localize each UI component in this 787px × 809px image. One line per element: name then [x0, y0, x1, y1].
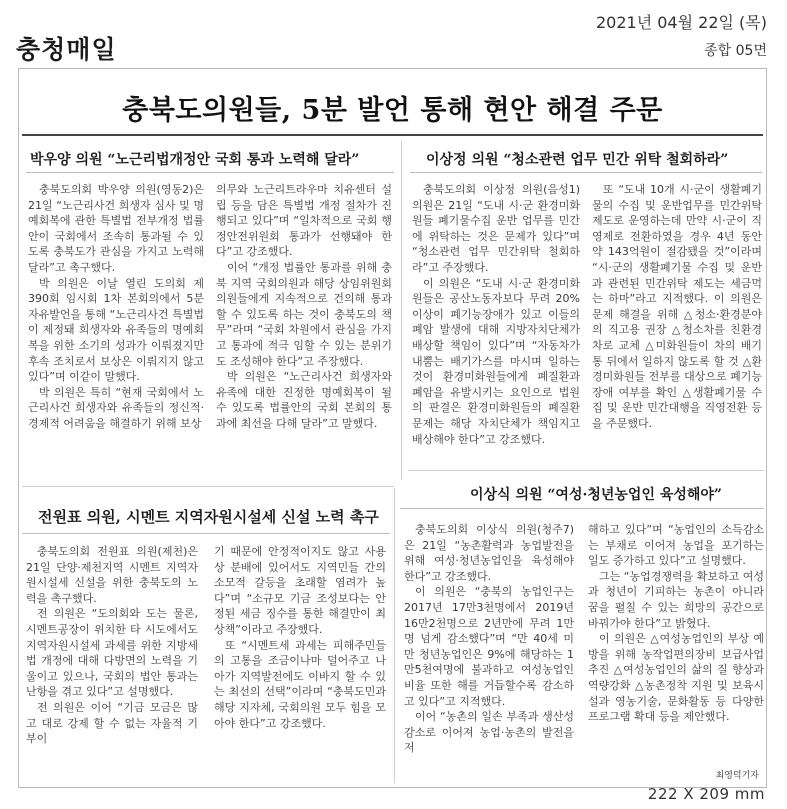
page-section: 종합 05면: [704, 43, 767, 59]
paragraph: 전 의원은 “도의회와 도는 물론, 시멘트공장이 위치한 타 시도에서도 지역자원시설세 과세를 위한 지방세법 개정에 대해 다방면의 노력을 기울이고 있으나, 국회의 법안 통과는 난항을 겪고 있다”고 설명했다.: [26, 607, 198, 699]
article-column: [28, 182, 204, 482]
publication-date: 2021년 04월 22일 (목): [595, 13, 767, 32]
paragraph: 의무와 노근리트라우마 치유센터 설립 등을 담은 특별법 개정 절차가 진행되고 있다”며 “일차적으로 국회 행정안전위원회 통과가 선행돼야 한다”고 강조했다.: [216, 183, 392, 259]
paragraph: 해하고 있다”며 “농업인의 소득감소는 부채로 이어져 농업을 포기하는 일도 증가하고 있다”고 설명했다.: [588, 523, 764, 568]
section-divider: [408, 470, 764, 471]
newspaper-masthead: 충청매일: [16, 35, 117, 64]
article-column: [216, 182, 392, 482]
clipping-size: 222 X 209 mm: [647, 785, 765, 803]
paragraph: 이어 “농촌의 일손 부족과 생산성감소로 이어져 농업·농촌의 발전을 저: [404, 710, 574, 755]
article-column: [592, 182, 762, 465]
paragraph: 이 의원은 “충북의 농업인구는 2017년 17만3천명에서 2019년 16만2천명으로 2년만에 무려 1만명 넘게 감소했다”며 “만 40세 미만 청년농업인은 9%에 해당하는 1만5천여명에 불과하고 여성농업인 비율 또한 해를 거듭할수록 감소하고 있다”고 지적했다.: [404, 585, 574, 708]
article-column: [588, 522, 764, 766]
article-subtitle: 전원표 의원, 시멘트 지역자원시설세 신설 노력 촉구: [38, 508, 379, 526]
paragraph: 전 의원은 이어 “기금 모금은 많고 대로 강제 할 수 없는 자율적 기부이: [26, 700, 198, 746]
article-column: [404, 522, 574, 784]
subtitle-rule: [22, 533, 390, 534]
article-column: [26, 544, 198, 784]
paragraph: 또 “도내 10개 시·군이 생활폐기물의 수집 및 운반업무를 민간위탁 제도로 운영하는데 만약 시·군이 직영제로 전환하였을 경우 4년 동안 약 143억원이 절감됐을 것”이라며 “시·군의 생활폐기물 수집 및 운반과 관련된 민간위탁 제도는 세금먹는 하마”라고 지적했다. 이 의원은 문제 해결을 위해 △청소·환경분야의 직고용 권장 △청소차를 친환경차로 교체 △미화원들이 차의 배기통 뒤에서 일하지 않도록 할 것 △환경미화원들 전부를 대상으로 폐기능장애 여부를 확인 △생활폐기물 수집 및 운반 민간대행을 직영전환 등을 주문했다.: [592, 183, 762, 430]
column-divider-top: [401, 140, 402, 480]
headline-rule: [22, 134, 763, 136]
subtitle-rule: [410, 172, 762, 173]
paragraph: 충북도의회 전원표 의원(제천)은 21일 단양·제천지역 시멘트 지역자원시설세 신설을 위한 충북도의 노력을 촉구했다.: [26, 545, 198, 605]
paragraph: 또 “시멘트세 과세는 피해주민들의 고통을 조금이나마 덜어주고 나아가 지역발전에도 이바지 할 수 있는 최선의 선택”이라며 “충북도민과 해당 지자체, 국회의원 모두 힘을 모아야 한다”고 강조했다.: [214, 638, 386, 730]
paragraph: 이어 “개정 법률안 통과를 위해 충북 지역 국회의원과 해당 상임위원회 의원들에게 지속적으로 건의해 통과할 수 있도록 하는 것이 충북도의 책무”라며 “국회 차원에서 관심을 가지고 통과에 적극 임할 수 있는 분위기도 조성해야 한다”고 주장했다.: [216, 260, 392, 368]
subtitle-rule: [400, 508, 764, 509]
section-divider: [22, 486, 394, 487]
paragraph: 박 의원은 이날 열린 도의회 제390회 임시회 1차 본회의에서 5분 자유발언을 통해 “노근리사건 특별법이 제정돼 희생자와 유족들의 명예회복을 위한 소기의 성과가 이뤄졌지만 후속 조치로서 보상은 이뤄지지 않고 있다”며 이같이 말했다.: [28, 276, 204, 384]
paragraph: 이 의원은 “도내 시·군 환경미화원들은 공산노동자보다 무려 20% 이상이 폐기능장애가 있고 이들의 폐암 발생에 대해 지방자치단체가 배상할 책임이 있다”며 “자동차가 내뿜는 배기가스를 마시며 일하는 것이 환경미화원들에게 폐질환과 폐암을 유발시키는 요인으로 법원의 판결은 환경미화원들의 폐질환 문제는 해당 자치단체가 책임지고 배상해야 한다”고 강조했다.: [412, 276, 580, 446]
paragraph: 충북도의회 박우양 의원(영동2)은 21일 “노근리사건 희생자 심사 및 명예회복에 관한 특별법 전부개정 법률안이 국회에서 조속히 통과될 수 있도록 충북도가 관심을 가지고 노력해 달라”고 촉구했다.: [28, 183, 204, 274]
article-subtitle: 박우양 의원 “노근리법개정안 국회 통과 노력해 달라”: [30, 152, 360, 168]
paragraph: 이 의원은 △여성농업인의 부상 예방을 위해 농작업편의장비 보급사업 추진 △여성농업인의 삶의 질 향상과 역량강화 △농촌정착 지원 및 보육시설과 영농기술, 문화활동 등 다양한 프로그램 확대 등을 제안했다.: [588, 632, 764, 724]
column-divider-bottom: [394, 488, 395, 783]
paragraph: 기 때문에 안정적이지도 않고 사용상 분배에 있어서도 지역민들 간의 소모적 갈등을 초래할 염려가 높다”며 “소규모 기금 조성보다는 안정된 세금 징수를 통한 해결만이 최상책”이라고 주장했다.: [214, 545, 386, 636]
paragraph: 충북도의회 이상정 의원(음성1) 의원은 21일 “도내 시·군 환경미화원들 폐기물수집 운반 업무를 민간에 위탁하는 것은 문제가 있다”며 “청소관련 업무 민간위탁 철회하라”고 주장했다.: [412, 183, 580, 274]
article-column: [214, 544, 386, 784]
article-column: [412, 182, 580, 465]
subtitle-rule: [26, 172, 394, 173]
article-subtitle: 이상정 의원 “청소관련 업무 민간 위탁 철회하라”: [426, 152, 729, 168]
paragraph: 그는 “농업경쟁력을 확보하고 여성과 청년이 기피하는 농촌이 아니라 꿈을 펼칠 수 있는 희망의 공간으로 바꿔가야 한다”고 밝혔다.: [588, 569, 764, 630]
reporter-byline: 최영덕기자: [715, 771, 759, 781]
main-headline: 충북도의원들, 5분 발언 통해 현안 해결 주문: [122, 95, 663, 126]
article-subtitle: 이상식 의원 “여성·청년농업인 육성해야”: [470, 487, 722, 503]
paragraph: 박 의원은 특히 “현재 국회에서 노근리사건 희생자와 유족들의 정신적·경제적 어려움을 해결하기 위해 보상: [28, 385, 204, 430]
paragraph: 박 의원은 “노근리사건 희생자와 유족에 대한 진정한 명예회복이 될 수 있도록 법률안의 국회 본회의 통과에 최선을 다해 달라”고 말했다.: [216, 370, 392, 430]
paragraph: 충북도의회 이상식 의원(청주7)은 21일 “농촌활력과 농업발전을 위해 여성·청년농업인을 육성해야 한다”고 강조했다.: [404, 523, 574, 583]
